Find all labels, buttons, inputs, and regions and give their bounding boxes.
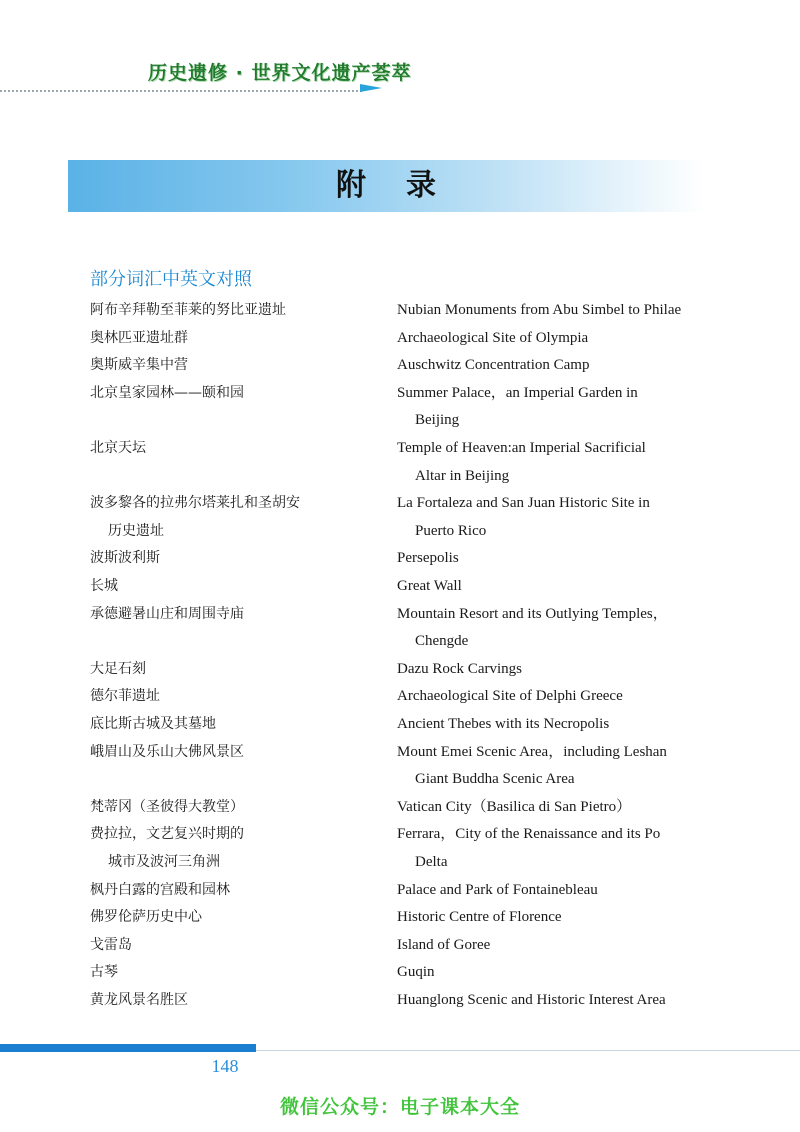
watermark-text: 微信公众号：电子课本大全 [279, 1096, 520, 1118]
english-term-line: Vatican City（Basilica di San Pietro） [397, 798, 632, 815]
glossary-term-chinese [90, 794, 380, 822]
english-term-line: La Fortaleza and San Juan Historic Site in [397, 495, 650, 512]
glossary-row [0, 959, 800, 987]
glossary-row [0, 490, 800, 545]
glossary-term-chinese [90, 904, 380, 932]
chinese-term-line: 波多黎各的拉弗尔塔莱扎和圣胡安 [90, 495, 300, 512]
glossary-term-chinese [90, 380, 380, 408]
glossary-row [0, 739, 800, 794]
glossary-row [0, 904, 800, 932]
english-term-line: Beijing [415, 412, 460, 429]
english-term-line: Archaeological Site of Olympia [397, 329, 589, 346]
glossary-row [0, 325, 800, 353]
title-banner [68, 160, 704, 212]
glossary-row [0, 380, 800, 435]
glossary-term-english [397, 877, 717, 905]
glossary-row [0, 711, 800, 739]
running-header-title: 历史遗修 · 世界文化遗产荟萃 [148, 62, 412, 84]
english-term-line: Dazu Rock Carvings [397, 660, 522, 677]
glossary-row [0, 573, 800, 601]
english-term-line: Temple of Heaven:an Imperial Sacrificial [397, 440, 646, 456]
chinese-term-line: 奥斯威辛集中营 [90, 357, 188, 374]
glossary-term-english [397, 545, 717, 573]
glossary-term-chinese [90, 573, 380, 601]
chinese-term-line: 波斯波利斯 [90, 550, 160, 567]
english-term-line: Mount Emei Scenic Area，including Leshan [397, 743, 667, 760]
english-term-line: Summer Palace，an Imperial Garden in [397, 384, 638, 401]
glossary-row [0, 987, 800, 1015]
glossary-row [0, 656, 800, 684]
chinese-term-line: 长城 [90, 578, 118, 594]
chinese-term-line: 戈雷岛 [90, 936, 132, 953]
chinese-term-line: 阿布辛拜勒至菲莱的努比亚遗址 [90, 302, 286, 318]
glossary-term-chinese [90, 739, 380, 767]
chinese-term-line: 城市及波河三角洲 [108, 853, 220, 870]
glossary-term-english [397, 794, 717, 822]
glossary-row [0, 545, 800, 573]
english-term-line: Puerto Rico [415, 522, 487, 539]
glossary-term-chinese [90, 656, 380, 684]
chinese-term-line: 历史遗址 [108, 522, 164, 539]
english-term-line: Great Wall [397, 578, 462, 594]
chinese-term-line: 北京天坛 [90, 440, 146, 456]
chinese-term-line: 北京皇家园林——颐和园 [90, 384, 244, 401]
glossary-term-chinese [90, 987, 380, 1015]
glossary-term-chinese [90, 932, 380, 960]
footer-bar [0, 1044, 256, 1052]
glossary-term-chinese [90, 490, 380, 545]
chinese-term-line: 梵蒂冈（圣彼得大教堂） [90, 798, 244, 815]
glossary-term-chinese [90, 435, 380, 463]
glossary-term-english [397, 297, 717, 325]
header-dotted-rule [0, 90, 362, 92]
english-term-line: Mountain Resort and its Outlying Temples， [397, 605, 668, 622]
chinese-term-line: 佛罗伦萨历史中心 [90, 909, 202, 926]
glossary-term-english [397, 904, 717, 932]
english-term-line: Palace and Park of Fontainebleau [397, 881, 598, 898]
glossary-term-chinese [90, 877, 380, 905]
english-term-line: Huanglong Scenic and Historic Interest Area [397, 992, 666, 1008]
glossary-term-english [397, 959, 717, 987]
english-term-line: Archaeological Site of Delphi Greece [397, 688, 623, 705]
glossary-term-english [397, 656, 717, 684]
glossary-row [0, 297, 800, 325]
english-term-line: Chengde [415, 633, 469, 650]
glossary-term-chinese [90, 545, 380, 573]
glossary-term-english [397, 739, 717, 794]
glossary-term-english [397, 821, 717, 876]
english-term-line: Ancient Thebes with its Necropolis [397, 716, 610, 732]
english-term-line: Giant Buddha Scenic Area [415, 771, 575, 788]
glossary-term-english [397, 683, 717, 711]
english-term-line: Nubian Monuments from Abu Simbel to Philae [397, 302, 682, 318]
glossary-row [0, 932, 800, 960]
glossary-term-chinese [90, 959, 380, 987]
chinese-term-line: 奥林匹亚遗址群 [90, 329, 188, 346]
glossary-row [0, 435, 800, 490]
glossary-term-chinese [90, 821, 380, 876]
glossary-term-chinese [90, 601, 380, 629]
chinese-term-line: 费拉拉，文艺复兴时期的 [90, 826, 244, 843]
glossary-row [0, 877, 800, 905]
chinese-term-line: 底比斯古城及其墓地 [90, 716, 216, 732]
glossary-term-english [397, 352, 717, 380]
chinese-term-line: 承德避暑山庄和周围寺庙 [90, 605, 244, 622]
english-term-line: Persepolis [397, 550, 459, 567]
english-term-line: Historic Centre of Florence [397, 909, 562, 926]
glossary-term-chinese [90, 711, 380, 739]
header-arrow-icon [360, 84, 382, 92]
glossary-term-chinese [90, 352, 380, 380]
glossary-row [0, 821, 800, 876]
chinese-term-line: 德尔菲遗址 [90, 688, 160, 705]
english-term-line: Altar in Beijing [415, 467, 510, 484]
english-term-line: Ferrara，City of the Renaissance and its Po [397, 826, 661, 843]
glossary-term-chinese [90, 297, 380, 325]
chinese-term-line: 古琴 [90, 964, 118, 981]
section-heading: 部分词汇中英文对照 [90, 269, 252, 290]
glossary-row [0, 683, 800, 711]
chinese-term-line: 黄龙风景名胜区 [90, 992, 188, 1008]
english-term-line: Auschwitz Concentration Camp [397, 357, 590, 374]
glossary-term-english [397, 325, 717, 353]
chinese-term-line: 峨眉山及乐山大佛风景区 [90, 743, 244, 760]
glossary-term-english [397, 435, 717, 490]
english-term-line: Guqin [397, 964, 435, 981]
glossary-term-english [397, 601, 717, 656]
glossary-term-english [397, 932, 717, 960]
english-term-line: Island of Goree [397, 936, 491, 953]
glossary-row [0, 601, 800, 656]
glossary-row [0, 352, 800, 380]
page-title: 附录 [336, 168, 476, 203]
glossary-term-english [397, 380, 717, 435]
glossary-term-english [397, 573, 717, 601]
page-number: 148 [211, 1056, 239, 1076]
glossary-term-english [397, 490, 717, 545]
chinese-term-line: 大足石刻 [90, 660, 146, 677]
glossary-term-english [397, 987, 717, 1015]
glossary-row [0, 794, 800, 822]
footer-rule [256, 1050, 800, 1051]
glossary-term-chinese [90, 683, 380, 711]
english-term-line: Delta [415, 853, 448, 870]
glossary-term-chinese [90, 325, 380, 353]
chinese-term-line: 枫丹白露的宫殿和园林 [90, 881, 230, 898]
glossary-term-english [397, 711, 717, 739]
